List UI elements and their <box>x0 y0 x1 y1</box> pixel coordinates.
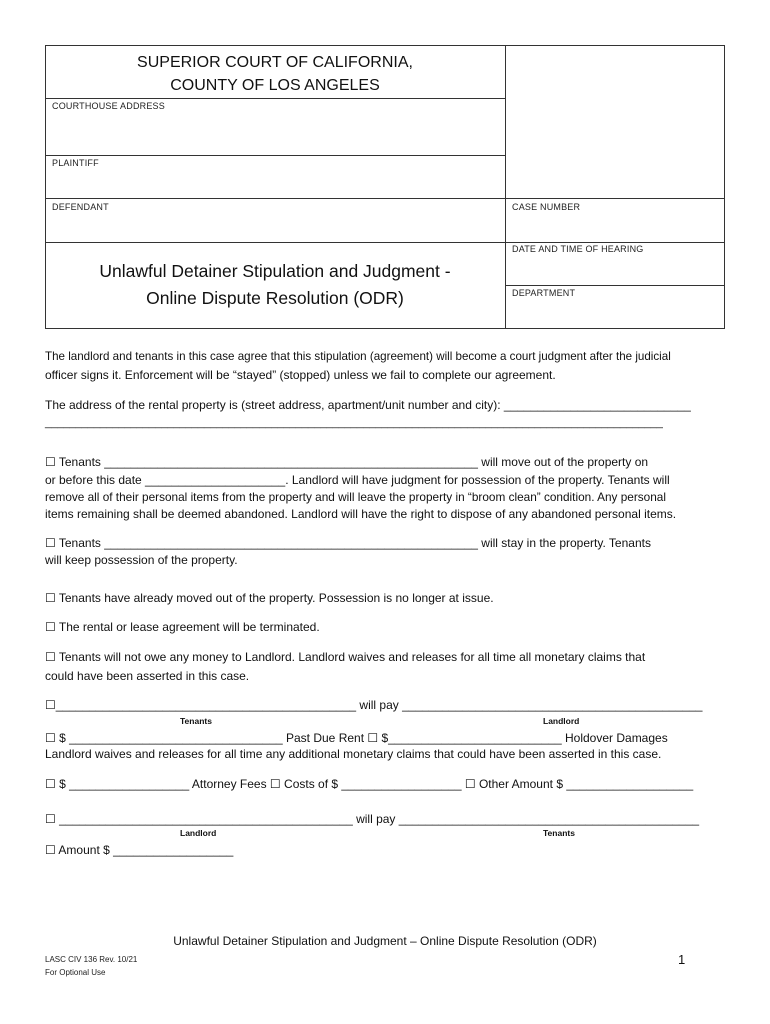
form-title-line1: Unlawful Detainer Stipulation and Judgment - <box>99 261 451 281</box>
landlord-pay-tenants-line[interactable]: ☐ ____________________________________________ will pay _____________________________________________ <box>45 812 700 826</box>
tenants-pay-landlord-line[interactable]: ☐_____________________________________________ will pay _____________________________________________ <box>45 698 703 712</box>
moved-out-option[interactable]: ☐ Tenants have already moved out of the property. Possession is no longer at issue. <box>45 591 494 605</box>
tenants-caption-2: Tenants <box>543 828 575 838</box>
footer-title: Unlawful Detainer Stipulation and Judgment – Online Dispute Resolution (ODR) <box>173 934 597 948</box>
court-name-line1: SUPERIOR COURT OF CALIFORNIA, <box>137 54 413 71</box>
courthouse-address-label: COURTHOUSE ADDRESS <box>52 101 165 111</box>
move-out-option-line1[interactable]: ☐ Tenants ________________________________________________________ will move out of the property on <box>45 455 649 469</box>
court-name-line2: COUNTY OF LOS ANGELES <box>170 77 380 94</box>
past-due-rent-line[interactable]: ☐ $ ________________________________ Past Due Rent ☐ $__________________________ Holdover Damages <box>45 731 668 745</box>
form-title-line2: Online Dispute Resolution (ODR) <box>146 288 404 308</box>
no-money-option-line1[interactable]: ☐ Tenants will not owe any money to Landlord. Landlord waives and releases for all time all monetary claims that <box>45 650 646 664</box>
case-number-label: CASE NUMBER <box>512 202 581 212</box>
department-label: DEPARTMENT <box>512 288 576 298</box>
defendant-label: DEFENDANT <box>52 202 109 212</box>
no-money-option-line2: could have been asserted in this case. <box>45 669 250 683</box>
address-line2: _____________________________________________________________________________________________________ <box>45 417 663 429</box>
amount-line[interactable]: ☐ Amount $ __________________ <box>45 843 234 857</box>
move-out-option-line4: items remaining shall be deemed abandoned. Landlord will have the right to dispose of any abandoned personal items. <box>45 507 677 521</box>
fees-costs-line[interactable]: ☐ $ __________________ Attorney Fees ☐ Costs of $ __________________ ☐ Other Amount $ ___________________ <box>45 777 694 791</box>
stay-option-line2: will keep possession of the property. <box>45 553 238 567</box>
hearing-date-label: DATE AND TIME OF HEARING <box>512 244 644 254</box>
landlord-caption: Landlord <box>543 716 580 726</box>
form-id: LASC CIV 136 Rev. 10/21 <box>45 955 138 964</box>
landlord-caption-2: Landlord <box>180 828 217 838</box>
stay-option-line1[interactable]: ☐ Tenants ________________________________________________________ will stay in the property. Tenants <box>45 536 651 550</box>
optional-use-note: For Optional Use <box>45 968 106 977</box>
tenants-caption: Tenants <box>180 716 212 726</box>
intro-line2: officer signs it. Enforcement will be “stayed” (stopped) unless we fail to complete our agreement. <box>45 368 556 382</box>
plaintiff-label: PLAINTIFF <box>52 158 99 168</box>
move-out-option-line2: or before this date _____________________. Landlord will have judgment for possession of the property. Tenants will <box>45 473 670 487</box>
move-out-option-line3: remove all of their personal items from the property and will leave the property in “broom clean” condition. Any personal <box>45 490 666 504</box>
page-number: 1 <box>678 952 686 967</box>
lease-terminated-option[interactable]: ☐ The rental or lease agreement will be terminated. <box>45 620 320 634</box>
address-line1: The address of the rental property is (street address, apartment/unit number and city): ____________________________ <box>45 398 691 412</box>
intro-line1: The landlord and tenants in this case agree that this stipulation (agreement) will become a court judgment after the judicial <box>45 350 671 363</box>
additional-claims-waiver: Landlord waives and releases for all time any additional monetary claims that could have been asserted in this case. <box>45 747 662 761</box>
